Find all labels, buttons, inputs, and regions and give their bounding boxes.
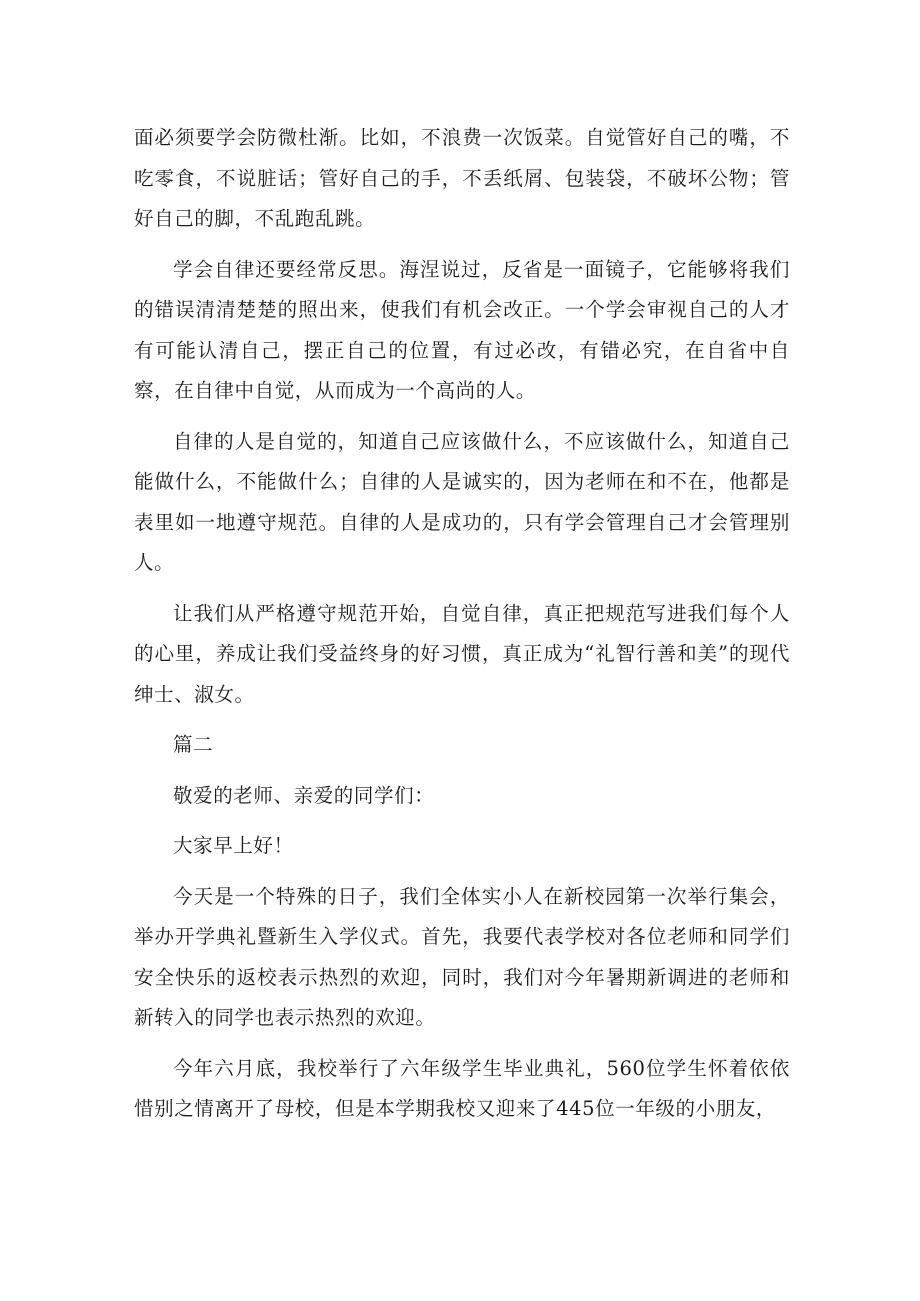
greeting: 大家早上好！ bbox=[173, 834, 294, 857]
paragraph-continuation: 面必须要学会防微杜渐。比如，不浪费一次饭菜。自觉管好自己的嘴，不吃零食，不说脏话；管好自己的手，不丢纸屑、包装袋，不破坏公物；管好自己的脚，不乱跑乱跳。 bbox=[134, 126, 790, 230]
salutation: 敬爱的老师、亲爱的同学们： bbox=[173, 783, 435, 807]
section-heading: 篇二 bbox=[173, 733, 214, 756]
paragraph-conclusion: 让我们从严格遵守规范开始，自觉自律，真正把规范写进我们每个人的心里，养成让我们受益终身的好习惯，真正成为“礼智行善和美”的现代绅士、淑女。 bbox=[134, 601, 790, 706]
paragraph-graduation: 今年六月底，我校举行了六年级学生毕业典礼，560位学生怀着依依惜别之情离开了母校，但是本学期我校又迎来了445位一年级的小朋友， bbox=[134, 1056, 790, 1120]
paragraph-opening-ceremony: 今天是一个特殊的日子，我们全体实小人在新校园第一次举行集会，举办开学典礼暨新生入学仪式。首先，我要代表学校对各位老师和同学们安全快乐的返校表示热烈的欢迎，同时，我们对今年暑期新调进的老师和新转入的同学也表示热烈的欢迎。 bbox=[134, 884, 790, 1029]
paragraph-self-discipline: 自律的人是自觉的，知道自己应该做什么，不应该做什么，知道自己能做什么，不能做什么；自律的人是诚实的，因为老师在和不在，他都是表里如一地遵守规范。自律的人是成功的，只有学会管理自己才会管理别人。 bbox=[134, 429, 790, 574]
paragraph-reflection: 学会自律还要经常反思。海涅说过，反省是一面镜子，它能够将我们的错误清清楚楚的照出来，使我们有机会改正。一个学会审视自己的人才有可能认清自己，摆正自己的位置，有过必改，有错必究，在自省中自察，在自律中自觉，从而成为一个高尚的人。 bbox=[134, 257, 790, 402]
document-body bbox=[134, 118, 790, 1130]
